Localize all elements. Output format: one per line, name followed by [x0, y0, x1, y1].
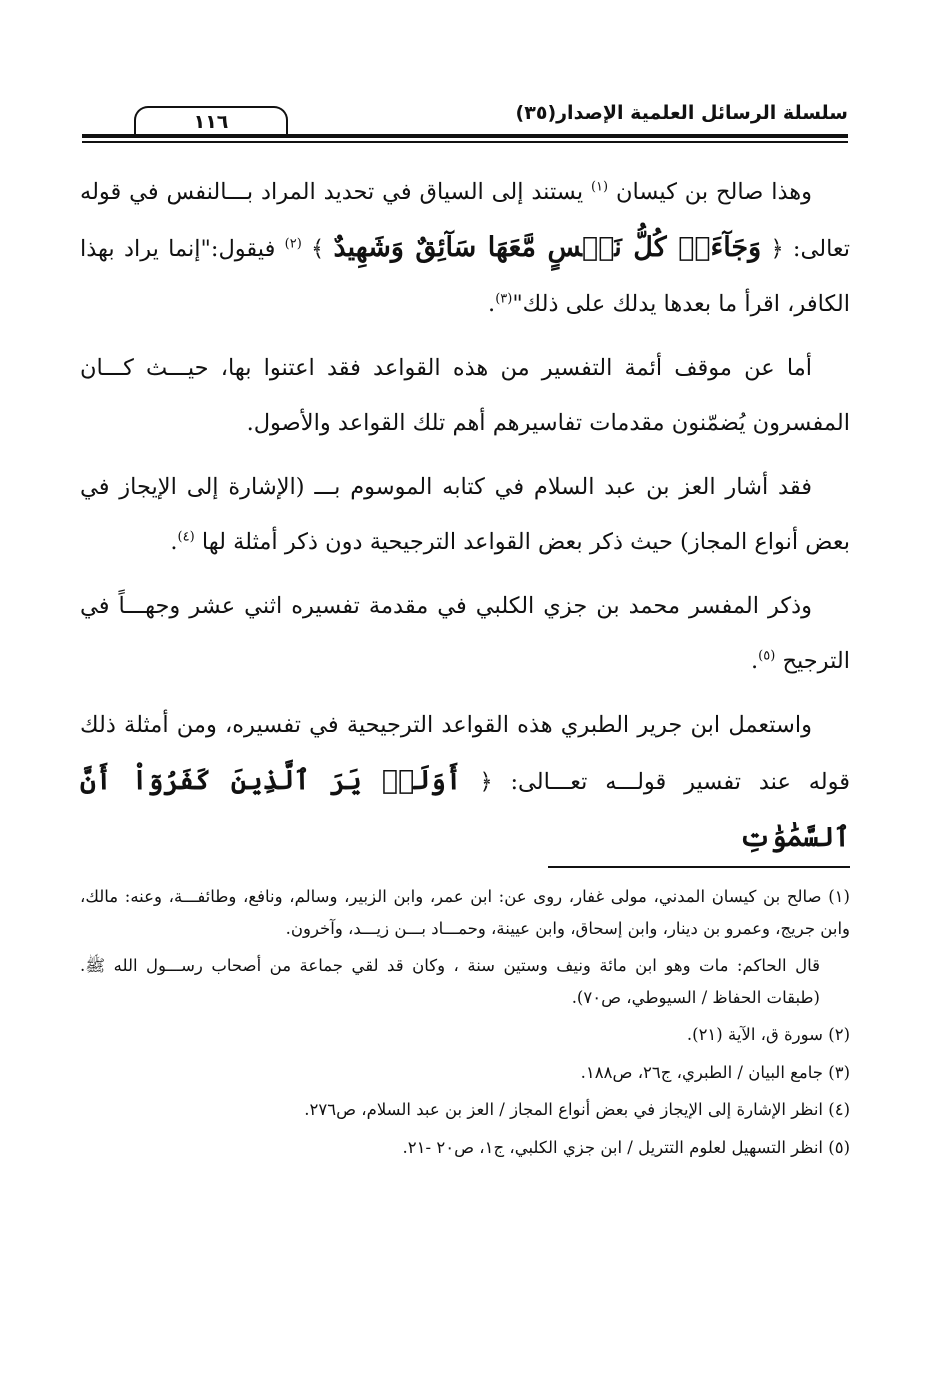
footnote-ref-1: (١) [590, 179, 609, 195]
page-number: ١١٦ [134, 106, 288, 136]
p4-text-a: وذكر المفسر محمد بن جزي الكلبي في مقدمة تفسيره اثني عشر وجهـــاً في الترجيح [80, 593, 850, 674]
p3-text-a: فقد أشار العز بن عبد السلام في كتابه الموسوم بـــ (الإشارة إلى الإيجاز في بعض أنواع المجاز) حيث ذكر بعض القواعد الترجيحية دون ذكر أمثلة لها [80, 474, 850, 555]
quran-verse-1: وَجَآءَتۡ كُلُّ نَفۡسٍ مَّعَهَا سَآئِقٌ وَشَهِيدٌ [333, 232, 762, 263]
p1-text-c: ﴾ [311, 236, 325, 262]
header-rule-thin [82, 141, 848, 143]
paragraph-5 [80, 698, 850, 867]
footnote-ref-3: (٣) [495, 291, 513, 307]
p1-text-a: وهذا صالح بن كيسان [615, 179, 812, 205]
footnote-5: (٥) انظر التسهيل لعلوم التتريل / ابن جزي الكلبي، ج١، ص٢٠ -٢١. [402, 1137, 850, 1157]
footnote-4: (٤) انظر الإشارة إلى الإيجاز في بعض أنواع المجاز / العز بن عبد السلام، ص٢٧٦. [304, 1100, 850, 1119]
p3-text-b: . [170, 529, 178, 555]
footnote-1-line-b: وعنه: مالك، وابن جريج، وعمرو بن دينار، وابن إسحاق، وابن عيينة، وحمـــاد بـــن زيـــد، وآخرون. [80, 887, 850, 938]
paragraph-1 [80, 165, 850, 332]
quran-verse-2: أَوَلَمۡ يَرَ ٱلَّذِينَ كَفَرُوٓاْ أَنَّ ٱلسَّمَٰوَٰتِ [80, 765, 850, 853]
series-title: سلسلة الرسائل العلمية الإصدار(٣٥) [515, 102, 848, 124]
footnote-1 [80, 881, 850, 944]
footnote-ref-2: (٢) [284, 236, 302, 252]
page-header [82, 98, 848, 148]
footnote-2: (٢) سورة ق، الآية (٢١). [686, 1025, 850, 1044]
main-text [80, 165, 850, 876]
footnote-ref-4: (٤) [177, 529, 195, 545]
footnotes [80, 881, 850, 1169]
p1-text-b: يستند إلى السياق في تحديد المراد بـــالنفس في قوله تعالى: ﴿ [80, 179, 851, 262]
paragraph-2: أما عن موقف أئمة التفسير من هذه القواعد فقد اعتنوا بها، حيـــث كـــان المفسرون يُضمّنون مقدمات تفاسيرهم أهم تلك القواعد والأصول. [80, 355, 850, 436]
footnote-3: (٣) جامع البيان / الطبري، ج٢٦، ص١٨٨. [580, 1062, 850, 1082]
p4-text-b: . [751, 648, 759, 674]
p1-text-e: . [488, 291, 496, 317]
p1-text-d: فيقول:"إنما يراد بهذا الكافر، اقرأ ما بعدها يدلك على ذلك" [80, 236, 850, 317]
paragraph-3 [80, 460, 850, 570]
p5-text-a: واستعمل ابن جرير الطبري هذه القواعد الترجيحية في تفسيره، ومن أمثلة ذلك قوله عند تفسير قولـــه تعـــالى: ﴿ [80, 712, 851, 795]
footnote-ref-5: (٥) [758, 648, 776, 664]
header-rule-thick [82, 134, 848, 138]
footnote-divider [548, 866, 850, 868]
footnote-1-line-a: (١) صالح بن كيسان المدني، مولى غفار، روى عن: ابن عمر، وابن الزبير، وسالم، ونافع، وطائفـــة، [168, 887, 850, 906]
footnote-1-continued: قال الحاكم: مات وهو ابن مائة ونيف وستين سنة ، وكان قد لقي جماعة من أصحاب رســـول الله ﷺ. (طبقات الحفاظ / السيوطي، ص٧٠). [80, 956, 820, 1007]
paragraph-4 [80, 579, 850, 689]
